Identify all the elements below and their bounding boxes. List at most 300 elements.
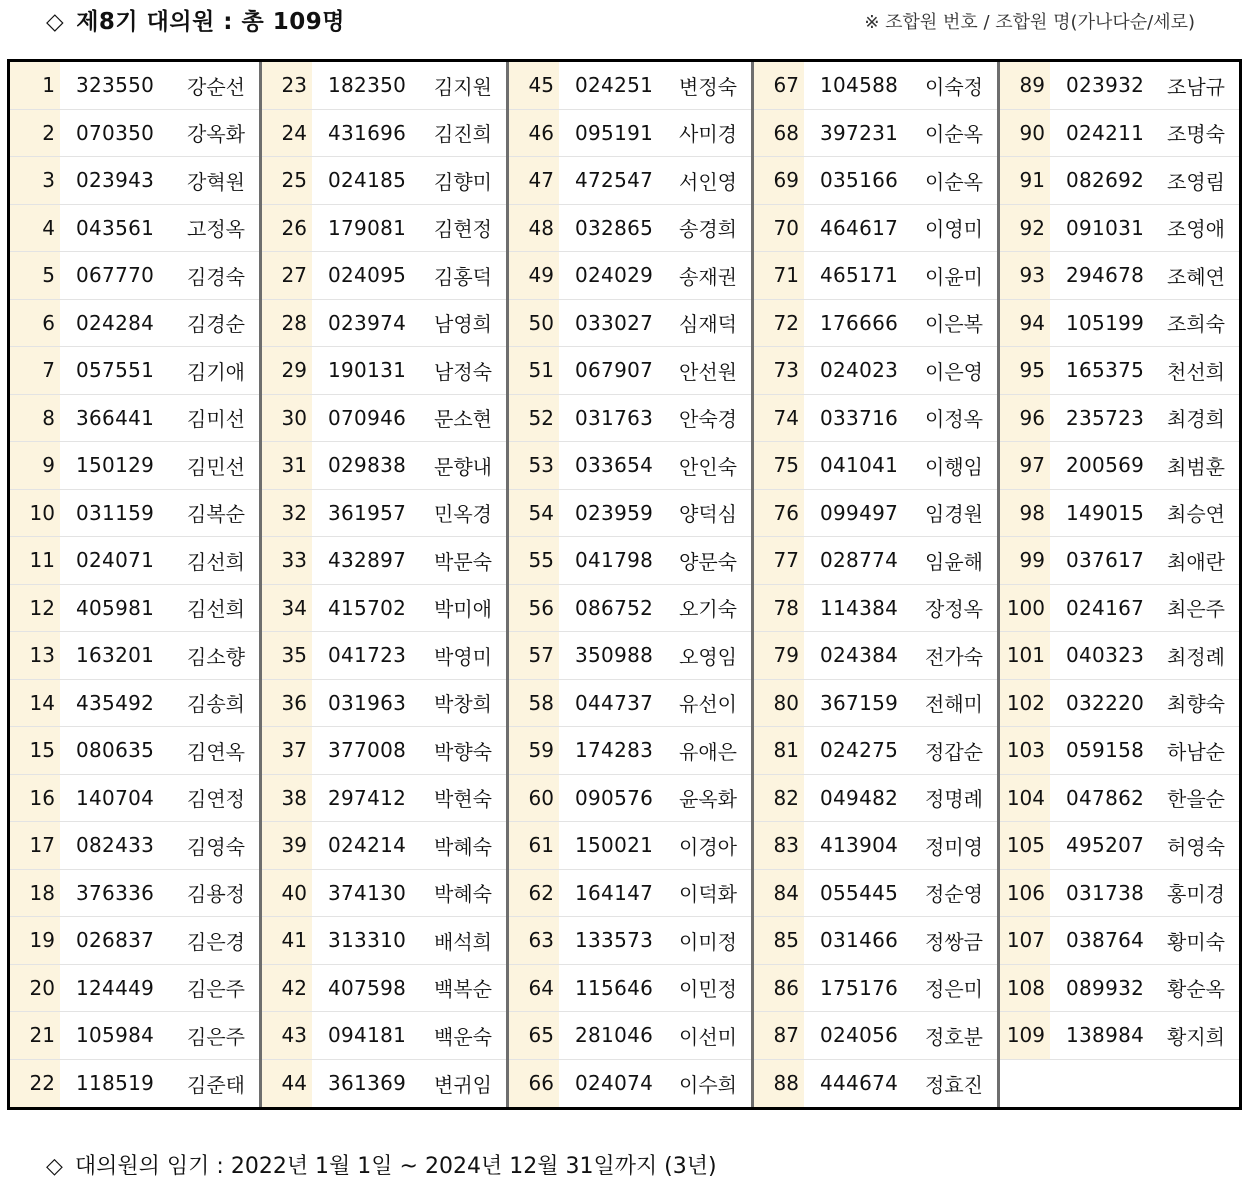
- table-row: [262, 442, 506, 490]
- member-id: 094181: [328, 1023, 407, 1048]
- table-row: [509, 300, 751, 348]
- member-id: 138984: [1066, 1023, 1145, 1048]
- member-name: 김연옥: [187, 739, 245, 764]
- delegate-number: 14: [10, 680, 60, 727]
- member-name: 이수희: [679, 1072, 737, 1097]
- table-row: [1000, 1012, 1239, 1060]
- delegate-number: 49: [509, 252, 559, 299]
- member-id: 294678: [1066, 263, 1145, 288]
- delegate-number: 75: [754, 442, 804, 489]
- member-id: 044737: [575, 690, 654, 715]
- member-name: 유애은: [679, 739, 737, 764]
- member-name: 김은경: [187, 929, 245, 954]
- table-row: [509, 1060, 751, 1108]
- table-row: [509, 205, 751, 253]
- table-column: [262, 62, 509, 1107]
- table-row: [1000, 490, 1239, 538]
- member-name: 정갑순: [925, 739, 983, 764]
- table-row: [754, 300, 997, 348]
- delegate-number: 52: [509, 395, 559, 442]
- member-id: 024029: [575, 263, 654, 288]
- table-row: [262, 157, 506, 205]
- member-id: 024056: [820, 1023, 899, 1048]
- delegate-number: 7: [10, 347, 60, 394]
- table-row: [509, 395, 751, 443]
- title-text: 제8기 대의원 : 총 109명: [76, 9, 345, 35]
- member-name: 양덕심: [679, 502, 737, 527]
- delegate-number: 61: [509, 822, 559, 869]
- member-name: 유선이: [679, 692, 737, 717]
- member-id: 105984: [76, 1023, 155, 1048]
- table-row: [262, 632, 506, 680]
- member-id: 038764: [1066, 928, 1145, 953]
- member-name: 최경희: [1167, 407, 1225, 432]
- table-row: [754, 252, 997, 300]
- member-id: 118519: [76, 1071, 155, 1096]
- delegate-number: 71: [754, 252, 804, 299]
- member-id: 080635: [76, 738, 155, 763]
- member-id: 190131: [328, 358, 407, 383]
- delegate-number: 100: [1000, 585, 1050, 632]
- member-id: 366441: [76, 405, 155, 430]
- member-id: 026837: [76, 928, 155, 953]
- delegate-number: 55: [509, 537, 559, 584]
- table-row: [509, 917, 751, 965]
- member-id: 049482: [820, 785, 899, 810]
- table-row: [262, 1060, 506, 1108]
- table-row: [754, 632, 997, 680]
- member-name: 백복순: [434, 977, 492, 1002]
- table-row: [754, 62, 997, 110]
- member-name: 이윤미: [925, 264, 983, 289]
- member-name: 조영림: [1167, 169, 1225, 194]
- table-column: [1000, 62, 1239, 1107]
- table-row: [1000, 822, 1239, 870]
- table-row: [1000, 585, 1239, 633]
- member-name: 박혜숙: [434, 834, 492, 859]
- delegate-number: 27: [262, 252, 312, 299]
- table-row: [262, 727, 506, 775]
- member-name: 한을순: [1167, 787, 1225, 812]
- table-row: [10, 537, 259, 585]
- delegate-number: 34: [262, 585, 312, 632]
- member-name: 이순옥: [925, 169, 983, 194]
- table-row: [10, 395, 259, 443]
- member-name: 문향내: [434, 454, 492, 479]
- table-row: [754, 917, 997, 965]
- member-name: 백운숙: [434, 1024, 492, 1049]
- table-row: [10, 680, 259, 728]
- member-name: 최애란: [1167, 549, 1225, 574]
- member-id: 415702: [328, 595, 407, 620]
- delegate-number: 40: [262, 870, 312, 917]
- member-name: 윤옥화: [679, 787, 737, 812]
- member-name: 박창희: [434, 692, 492, 717]
- member-name: 허영숙: [1167, 834, 1225, 859]
- member-id: 043561: [76, 215, 155, 240]
- member-id: 281046: [575, 1023, 654, 1048]
- table-row: [1000, 775, 1239, 823]
- delegate-number: 10: [10, 490, 60, 537]
- member-id: 024185: [328, 168, 407, 193]
- member-name: 이경아: [679, 834, 737, 859]
- member-id: 057551: [76, 358, 155, 383]
- delegate-number: 73: [754, 347, 804, 394]
- table-row: [10, 300, 259, 348]
- table-row: [10, 917, 259, 965]
- delegate-number: 89: [1000, 62, 1050, 109]
- member-name: 남영희: [434, 312, 492, 337]
- member-id: 031738: [1066, 880, 1145, 905]
- member-name: 임경원: [925, 502, 983, 527]
- member-id: 174283: [575, 738, 654, 763]
- member-name: 조영애: [1167, 217, 1225, 242]
- member-id: 029838: [328, 453, 407, 478]
- member-id: 115646: [575, 975, 654, 1000]
- table-row: [754, 727, 997, 775]
- member-id: 465171: [820, 263, 899, 288]
- delegate-number: 46: [509, 110, 559, 157]
- member-name: 이민정: [679, 977, 737, 1002]
- table-row: [509, 680, 751, 728]
- member-name: 이덕화: [679, 882, 737, 907]
- member-id: 031159: [76, 500, 155, 525]
- delegate-number: 21: [10, 1012, 60, 1059]
- member-id: 377008: [328, 738, 407, 763]
- member-id: 114384: [820, 595, 899, 620]
- member-name: 심재덕: [679, 312, 737, 337]
- delegate-number: 19: [10, 917, 60, 964]
- delegate-number: 101: [1000, 632, 1050, 679]
- delegate-number: 90: [1000, 110, 1050, 157]
- member-id: 464617: [820, 215, 899, 240]
- member-id: 041798: [575, 548, 654, 573]
- table-row: [1000, 965, 1239, 1013]
- member-id: 164147: [575, 880, 654, 905]
- member-id: 024384: [820, 643, 899, 668]
- delegate-number: 79: [754, 632, 804, 679]
- member-id: 472547: [575, 168, 654, 193]
- member-id: 297412: [328, 785, 407, 810]
- table-row: [262, 300, 506, 348]
- delegate-number: 105: [1000, 822, 1050, 869]
- member-id: 200569: [1066, 453, 1145, 478]
- member-id: 444674: [820, 1071, 899, 1096]
- member-name: 남정숙: [434, 359, 492, 384]
- member-name: 황미숙: [1167, 929, 1225, 954]
- member-id: 023974: [328, 310, 407, 335]
- member-name: 황지희: [1167, 1024, 1225, 1049]
- table-row: [1000, 870, 1239, 918]
- delegate-number: 9: [10, 442, 60, 489]
- member-name: 배석희: [434, 929, 492, 954]
- delegate-number: 80: [754, 680, 804, 727]
- member-name: 박문숙: [434, 549, 492, 574]
- table-row: [509, 252, 751, 300]
- delegate-number: 12: [10, 585, 60, 632]
- term-footer: [46, 1150, 717, 1184]
- delegate-number: 78: [754, 585, 804, 632]
- member-id: 023959: [575, 500, 654, 525]
- table-row: [262, 205, 506, 253]
- table-row: [262, 870, 506, 918]
- member-id: 023943: [76, 168, 155, 193]
- member-id: 024071: [76, 548, 155, 573]
- table-row: [10, 490, 259, 538]
- table-row: [1000, 442, 1239, 490]
- member-name: 장정옥: [925, 597, 983, 622]
- delegate-number: 25: [262, 157, 312, 204]
- member-id: 067907: [575, 358, 654, 383]
- member-id: 082692: [1066, 168, 1145, 193]
- member-name: 하남순: [1167, 739, 1225, 764]
- table-row: [262, 775, 506, 823]
- table-row: [509, 62, 751, 110]
- member-id: 175176: [820, 975, 899, 1000]
- member-id: 089932: [1066, 975, 1145, 1000]
- delegate-number: 109: [1000, 1012, 1050, 1059]
- member-name: 김기애: [187, 359, 245, 384]
- table-column: [10, 62, 262, 1107]
- table-row: [10, 205, 259, 253]
- table-row: [754, 870, 997, 918]
- delegate-number: 96: [1000, 395, 1050, 442]
- delegate-number: 93: [1000, 252, 1050, 299]
- member-name: 박미애: [434, 597, 492, 622]
- delegate-number: 92: [1000, 205, 1050, 252]
- table-row: [10, 727, 259, 775]
- member-id: 082433: [76, 833, 155, 858]
- delegate-number: 37: [262, 727, 312, 774]
- delegate-number: 82: [754, 775, 804, 822]
- delegate-number: 84: [754, 870, 804, 917]
- delegate-number: 104: [1000, 775, 1050, 822]
- member-id: 024275: [820, 738, 899, 763]
- table-row: [754, 157, 997, 205]
- table-row: [754, 822, 997, 870]
- delegate-number: 94: [1000, 300, 1050, 347]
- table-row: [262, 62, 506, 110]
- member-name: 김홍덕: [434, 264, 492, 289]
- member-name: 조희숙: [1167, 312, 1225, 337]
- member-name: 전가숙: [925, 644, 983, 669]
- member-name: 오기숙: [679, 597, 737, 622]
- member-name: 강옥화: [187, 122, 245, 147]
- delegate-number: 83: [754, 822, 804, 869]
- member-name: 김경순: [187, 312, 245, 337]
- table-row: [754, 442, 997, 490]
- member-name: 김준태: [187, 1072, 245, 1097]
- table-row: [10, 870, 259, 918]
- member-name: 정호분: [925, 1024, 983, 1049]
- member-name: 박향숙: [434, 739, 492, 764]
- table-row: [509, 1012, 751, 1060]
- member-name: 사미경: [679, 122, 737, 147]
- table-row: [509, 727, 751, 775]
- table-row: [10, 442, 259, 490]
- member-id: 313310: [328, 928, 407, 953]
- member-name: 오영임: [679, 644, 737, 669]
- member-name: 강혁원: [187, 169, 245, 194]
- table-row: [754, 585, 997, 633]
- delegate-number: 5: [10, 252, 60, 299]
- table-row: [262, 680, 506, 728]
- delegate-number: 17: [10, 822, 60, 869]
- table-row: [262, 490, 506, 538]
- delegate-number: 107: [1000, 917, 1050, 964]
- table-row: [509, 870, 751, 918]
- diamond-icon: ◇: [46, 9, 65, 35]
- member-name: 김선희: [187, 549, 245, 574]
- member-id: 028774: [820, 548, 899, 573]
- member-name: 김송희: [187, 692, 245, 717]
- member-id: 165375: [1066, 358, 1145, 383]
- member-name: 천선희: [1167, 359, 1225, 384]
- table-row: [10, 585, 259, 633]
- member-name: 송재권: [679, 264, 737, 289]
- delegate-number: 63: [509, 917, 559, 964]
- member-id: 149015: [1066, 500, 1145, 525]
- member-id: 361957: [328, 500, 407, 525]
- delegate-number: 32: [262, 490, 312, 537]
- delegate-number: 97: [1000, 442, 1050, 489]
- delegate-number: 20: [10, 965, 60, 1012]
- member-name: 안선원: [679, 359, 737, 384]
- delegate-number: 62: [509, 870, 559, 917]
- member-id: 150021: [575, 833, 654, 858]
- table-row: [509, 110, 751, 158]
- delegate-number: 69: [754, 157, 804, 204]
- table-row: [262, 917, 506, 965]
- table-row: [509, 632, 751, 680]
- delegate-number: 15: [10, 727, 60, 774]
- table-row: [1000, 917, 1239, 965]
- member-name: 황순옥: [1167, 977, 1225, 1002]
- table-row: [754, 490, 997, 538]
- member-name: 변정숙: [679, 74, 737, 99]
- member-id: 090576: [575, 785, 654, 810]
- member-name: 박혜숙: [434, 882, 492, 907]
- member-id: 037617: [1066, 548, 1145, 573]
- table-row: [10, 252, 259, 300]
- delegate-number: 85: [754, 917, 804, 964]
- delegate-number: 86: [754, 965, 804, 1012]
- member-id: 150129: [76, 453, 155, 478]
- member-name: 이정옥: [925, 407, 983, 432]
- table-row: [10, 1012, 259, 1060]
- delegate-number: 48: [509, 205, 559, 252]
- table-row: [509, 822, 751, 870]
- delegate-number: 108: [1000, 965, 1050, 1012]
- table-row: [754, 1012, 997, 1060]
- delegate-number: 77: [754, 537, 804, 584]
- member-name: 이순옥: [925, 122, 983, 147]
- member-name: 김경숙: [187, 264, 245, 289]
- table-row: [509, 490, 751, 538]
- delegate-number: 81: [754, 727, 804, 774]
- delegate-number: 76: [754, 490, 804, 537]
- delegate-number: 42: [262, 965, 312, 1012]
- member-id: 024251: [575, 73, 654, 98]
- member-id: 133573: [575, 928, 654, 953]
- table-row: [754, 1060, 997, 1108]
- member-id: 407598: [328, 975, 407, 1000]
- member-name: 정명례: [925, 787, 983, 812]
- member-id: 105199: [1066, 310, 1145, 335]
- table-row: [509, 965, 751, 1013]
- delegate-number: 4: [10, 205, 60, 252]
- diamond-icon: ◇: [46, 1154, 63, 1179]
- member-name: 박영미: [434, 644, 492, 669]
- member-name: 김선희: [187, 597, 245, 622]
- member-name: 안인숙: [679, 454, 737, 479]
- member-id: 024284: [76, 310, 155, 335]
- member-id: 059158: [1066, 738, 1145, 763]
- member-id: 033716: [820, 405, 899, 430]
- member-name: 정은미: [925, 977, 983, 1002]
- table-row: [754, 395, 997, 443]
- member-id: 031763: [575, 405, 654, 430]
- table-row: [10, 965, 259, 1013]
- table-row: [10, 62, 259, 110]
- delegate-number: 98: [1000, 490, 1050, 537]
- table-row: [262, 965, 506, 1013]
- member-name: 안숙경: [679, 407, 737, 432]
- member-name: 이행임: [925, 454, 983, 479]
- member-name: 양문숙: [679, 549, 737, 574]
- delegate-number: 29: [262, 347, 312, 394]
- table-row: [1000, 157, 1239, 205]
- table-row: [1000, 537, 1239, 585]
- member-name: 고정옥: [187, 217, 245, 242]
- table-row: [754, 347, 997, 395]
- member-id: 070946: [328, 405, 407, 430]
- member-name: 김소향: [187, 644, 245, 669]
- delegate-number: 6: [10, 300, 60, 347]
- member-id: 033654: [575, 453, 654, 478]
- delegate-table: [7, 59, 1242, 1110]
- member-id: 086752: [575, 595, 654, 620]
- member-name: 김향미: [434, 169, 492, 194]
- member-name: 이숙정: [925, 74, 983, 99]
- delegate-number: 59: [509, 727, 559, 774]
- table-row: [10, 822, 259, 870]
- delegate-number: 1: [10, 62, 60, 109]
- member-name: 강순선: [187, 74, 245, 99]
- table-row: [262, 537, 506, 585]
- member-name: 김진희: [434, 122, 492, 147]
- table-row: [262, 110, 506, 158]
- member-name: 이은영: [925, 359, 983, 384]
- delegate-number: 2: [10, 110, 60, 157]
- member-id: 182350: [328, 73, 407, 98]
- column-note: ※ 조합원 번호 / 조합원 명(가나다순/세로): [864, 12, 1195, 33]
- member-name: 김영숙: [187, 834, 245, 859]
- member-id: 024214: [328, 833, 407, 858]
- table-row: [262, 395, 506, 443]
- delegate-number: 43: [262, 1012, 312, 1059]
- member-id: 024095: [328, 263, 407, 288]
- delegate-number: 24: [262, 110, 312, 157]
- member-id: 432897: [328, 548, 407, 573]
- table-row: [10, 775, 259, 823]
- table-row: [1000, 632, 1239, 680]
- table-row: [1000, 300, 1239, 348]
- member-id: 495207: [1066, 833, 1145, 858]
- delegate-number: 95: [1000, 347, 1050, 394]
- table-row: [754, 205, 997, 253]
- member-id: 024211: [1066, 120, 1145, 145]
